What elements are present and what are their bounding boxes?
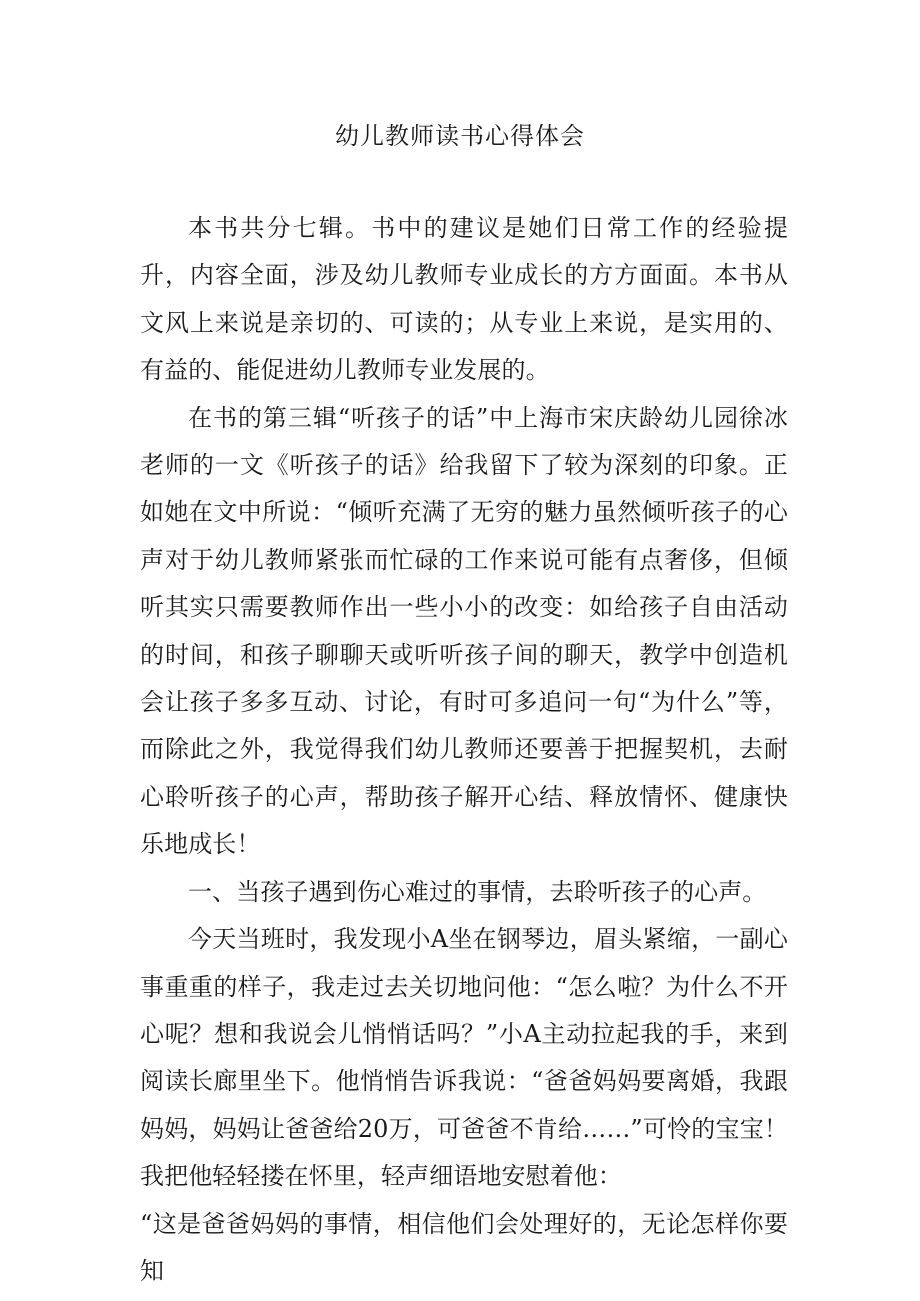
document-title: 幼儿教师读书心得体会 [335, 122, 585, 150]
paragraph-intro: 本书共分七辑。书中的建议是她们日常工作的经验提升，内容全面，涉及幼儿教师专业成长的方方面面。本书从文风上来说是亲切的、可读的；从专业上来说，是实用的、有益的、能促进幼儿教师专业发展的。 [140, 214, 788, 385]
document-body [140, 205, 788, 1295]
paragraph-section-heading: 一、当孩子遇到伤心难过的事情，去聆听孩子的心声。 [188, 877, 767, 906]
paragraph-story: 今天当班时，我发现小A坐在钢琴边，眉头紧缩，一副心事重重的样子，我走过去关切地问他：“怎么啦？为什么不开心呢？想和我说会儿悄悄话吗？”小A主动拉起我的手，来到阅读长廊里坐下。他悄悄告诉我说：“爸爸妈妈要离婚，我跟妈妈，妈妈让爸爸给20万，可爸爸不肯给……”可怜的宝宝！我把他轻轻搂在怀里，轻声细语地安慰着他： [140, 925, 788, 1191]
paragraph-quote: “这是爸爸妈妈的事情，相信他们会处理好的，无论怎样你要知 [140, 1209, 788, 1285]
paragraph-book-review: 在书的第三辑“听孩子的话”中上海市宋庆龄幼儿园徐冰老师的一文《听孩子的话》给我留下了较为深刻的印象。正如她在文中所说：“倾听充满了无穷的魅力虽然倾听孩子的心声对于幼儿教师紧张而忙碌的工作来说可能有点奢侈，但倾听其实只需要教师作出一些小小的改变：如给孩子自由活动的时间，和孩子聊聊天或听听孩子间的聊天，教学中创造机会让孩子多多互动、讨论，有时可多追问一句“为什么”等，而除此之外，我觉得我们幼儿教师还要善于把握契机，去耐心聆听孩子的心声，帮助孩子解开心结、释放情怀、健康快乐地成长！ [140, 403, 788, 859]
